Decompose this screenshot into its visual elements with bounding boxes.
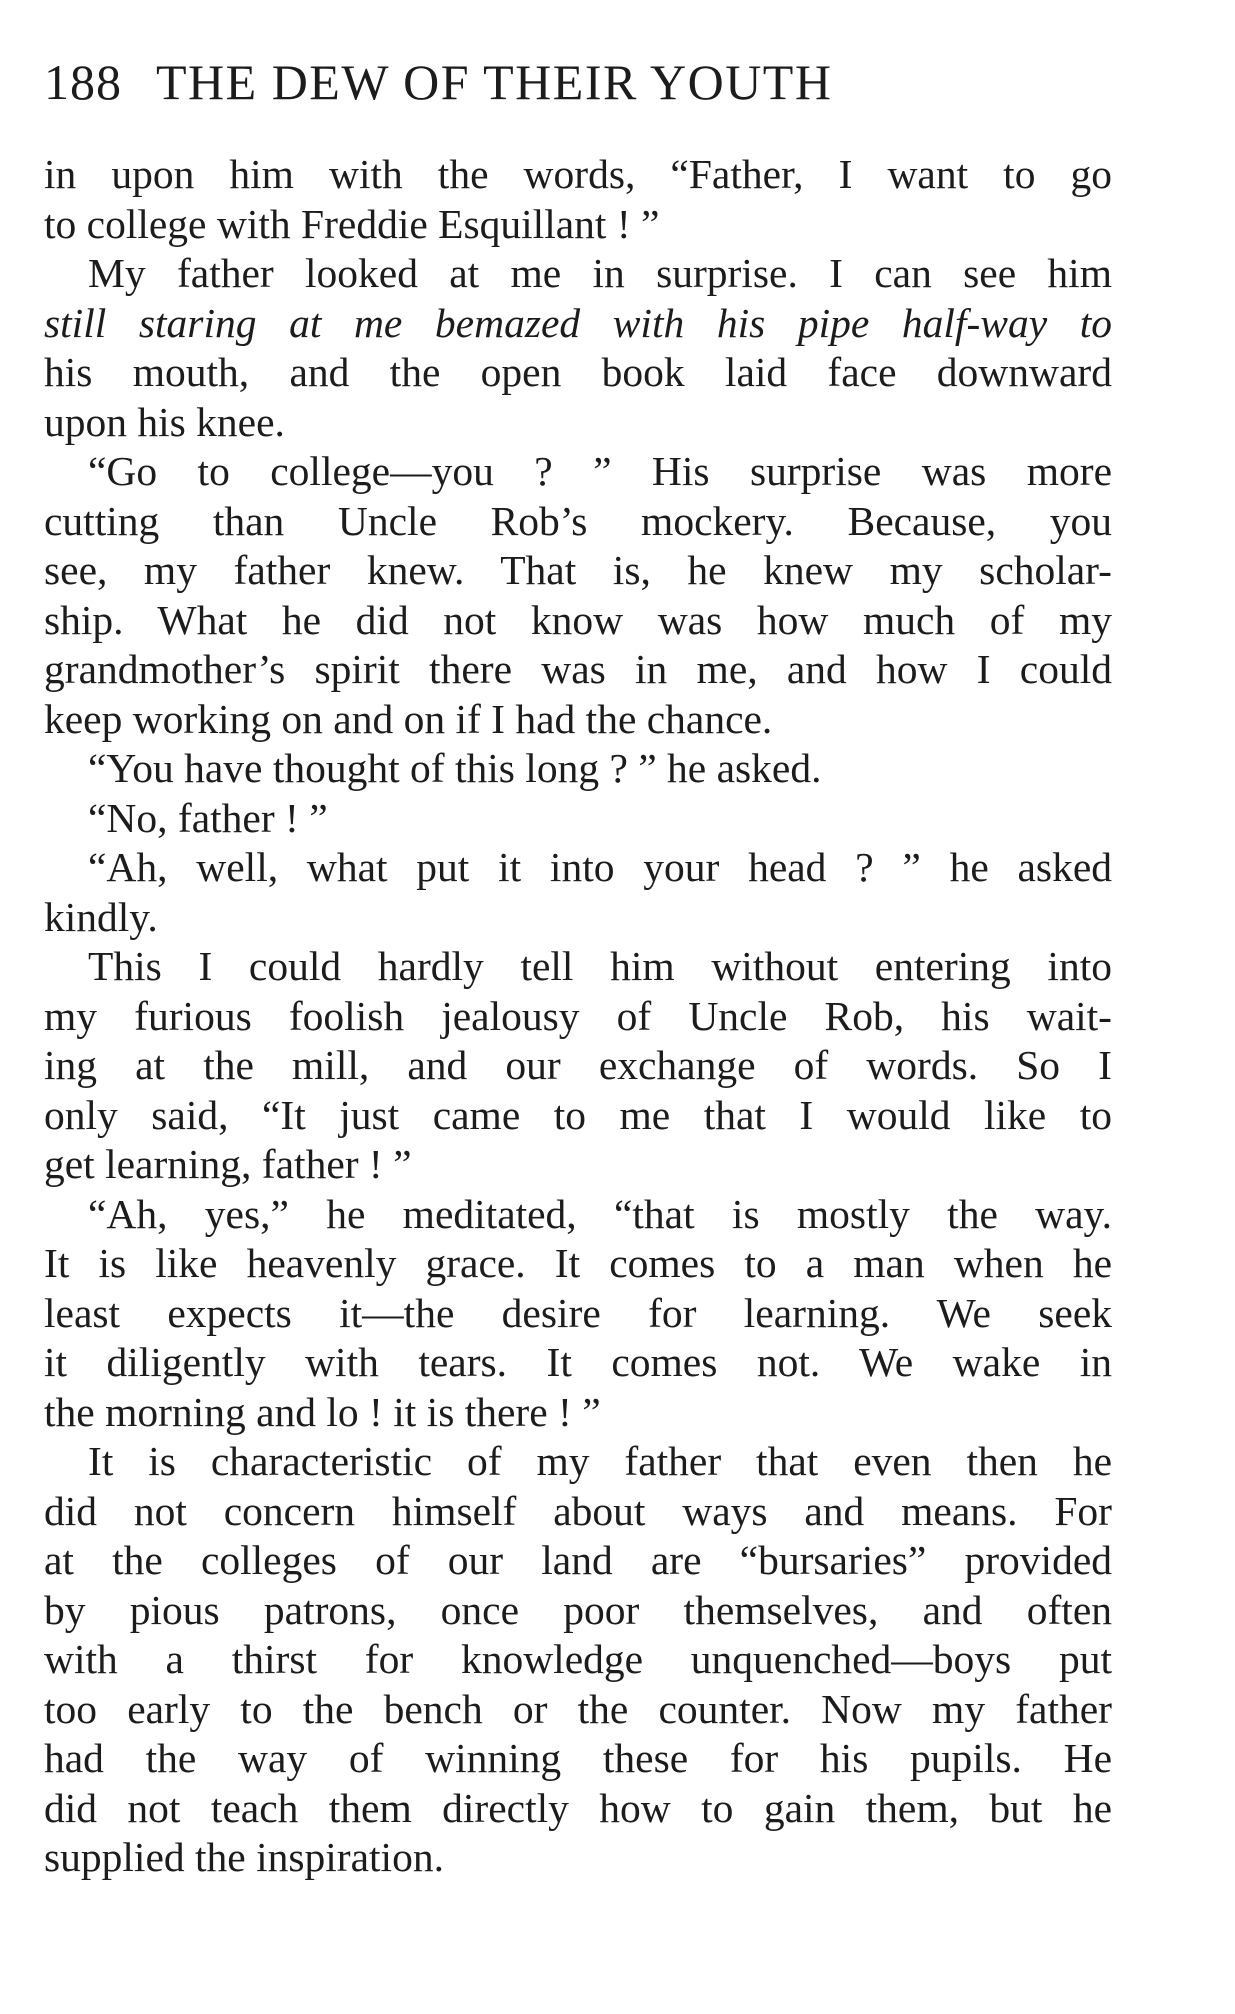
- text-line: keep working on and on if I had the chance.: [44, 695, 773, 742]
- text-line: kindly.: [44, 893, 158, 940]
- body-text: [44, 150, 1112, 1883]
- text-line: It is like heavenly grace. It comes to a man when he: [44, 1240, 1112, 1286]
- text-line: “Ah, yes,” he meditated, “that is mostly the way.: [88, 1190, 1112, 1237]
- text-line: supplied the inspiration.: [44, 1834, 444, 1880]
- text-line: It is characteristic of my father that even then he: [88, 1438, 1112, 1484]
- text-line: “You have thought of this long ? ” he asked.: [88, 745, 822, 791]
- text-line: my furious foolish jealousy of Uncle Rob, his wait-: [44, 992, 1112, 1039]
- running-title: THE DEW OF THEIR YOUTH: [156, 54, 833, 110]
- text-line: see, my father knew. That is, he knew my scholar-: [44, 547, 1112, 593]
- text-line: get learning, father ! ”: [44, 1141, 412, 1187]
- text-line: cutting than Uncle Rob’s mockery. Because, you: [44, 497, 1112, 544]
- text-line: grandmother’s spirit there was in me, and how I could: [44, 646, 1112, 692]
- page-header: [44, 52, 1104, 112]
- text-line: This I could hardly tell him without entering into: [88, 943, 1112, 989]
- text-line: it diligently with tears. It comes not. We wake in: [44, 1339, 1112, 1385]
- text-line: “Ah, well, what put it into your head ? ” he asked: [88, 844, 1112, 890]
- text-line: had the way of winning these for his pupils. He: [44, 1735, 1112, 1781]
- text-line: “Go to college—you ? ” His surprise was more: [88, 448, 1112, 494]
- text-line: his mouth, and the open book laid face downward: [44, 349, 1112, 395]
- text-line: the morning and lo ! it is there ! ”: [44, 1388, 601, 1435]
- text-line: did not teach them directly how to gain them, but he: [44, 1784, 1112, 1831]
- text-line: at the colleges of our land are “bursaries” provided: [44, 1537, 1112, 1583]
- text-line: still staring at me bemazed with his pipe half-way to: [44, 299, 1112, 346]
- text-line: My father looked at me in surprise. I can see him: [88, 250, 1112, 296]
- text-line: upon his knee.: [44, 398, 285, 445]
- text-line: least expects it—the desire for learning. We seek: [44, 1289, 1112, 1336]
- page-number: 188: [44, 54, 122, 110]
- text-line: ship. What he did not know was how much of my: [44, 596, 1112, 643]
- text-line: did not concern himself about ways and means. For: [44, 1487, 1112, 1534]
- text-line: ing at the mill, and our exchange of words. So I: [44, 1042, 1112, 1088]
- text-line: “No, father ! ”: [88, 794, 328, 841]
- text-line: in upon him with the words, “Father, I want to go: [44, 151, 1112, 197]
- text-line: by pious patrons, once poor themselves, and often: [44, 1586, 1112, 1633]
- text-line: to college with Freddie Esquillant ! ”: [44, 200, 660, 247]
- text-line: with a thirst for knowledge unquenched—boys put: [44, 1636, 1112, 1682]
- text-line: only said, “It just came to me that I would like to: [44, 1091, 1112, 1138]
- text-line: too early to the bench or the counter. Now my father: [44, 1685, 1112, 1732]
